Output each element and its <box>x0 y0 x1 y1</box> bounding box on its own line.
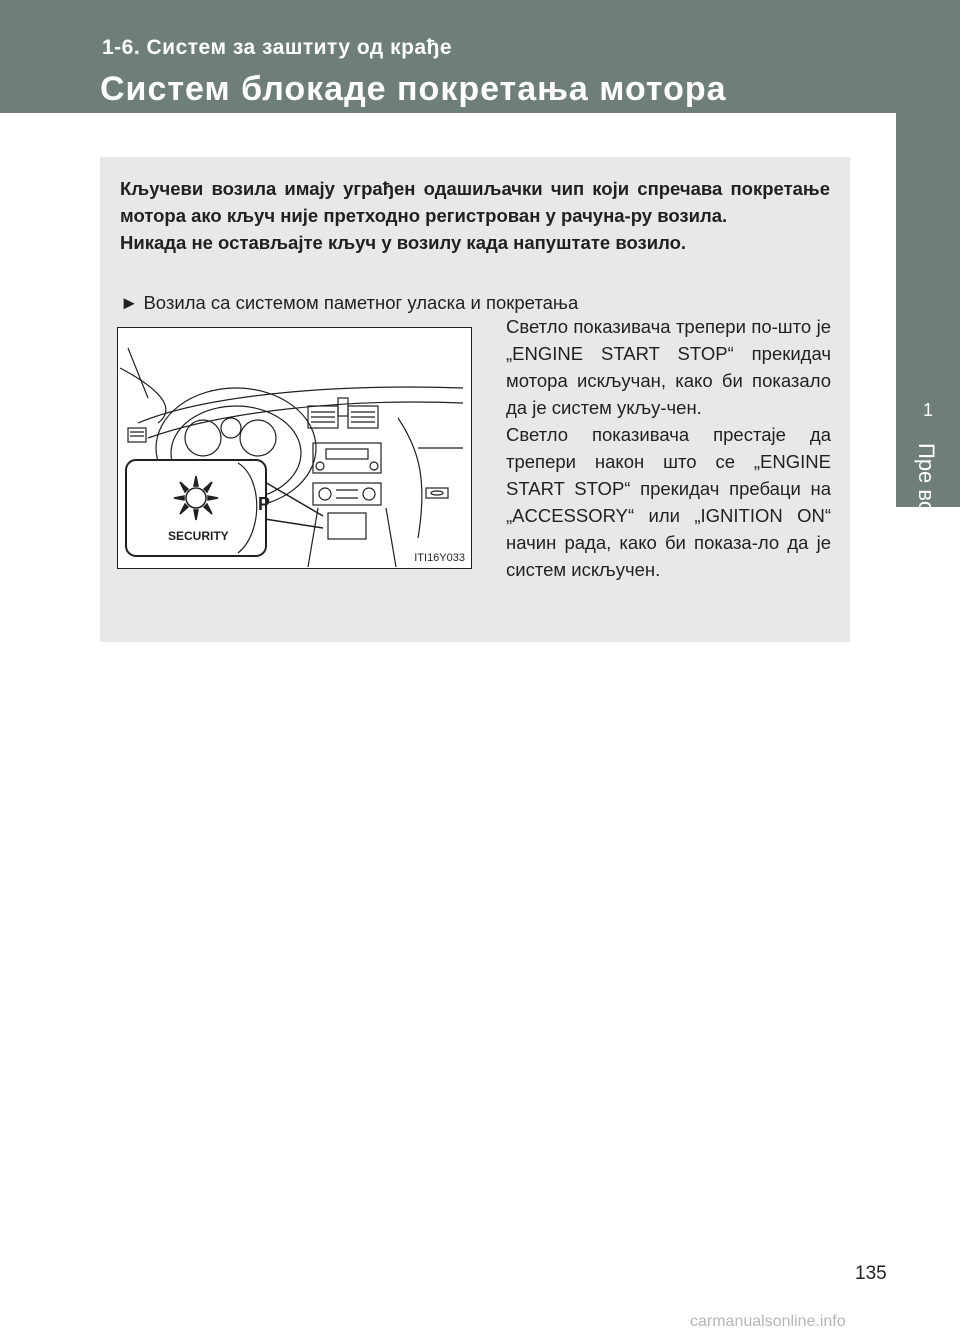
page-header <box>0 0 960 113</box>
intro-text <box>120 175 830 256</box>
page-number: 135 <box>855 1263 887 1284</box>
description-paragraph-1: Светло показивача трепери по-што је „ENGINE START STOP“ прекидач мотора искључан, како би показало да је систем укљу-чен. <box>506 316 831 418</box>
watermark-link[interactable]: carmanualsonline.info <box>690 1313 846 1330</box>
page-title: Систем блокаде покретања мотора <box>100 70 727 108</box>
bullet-triangle-icon: ► <box>120 292 139 313</box>
chapter-label: Пре вожње <box>914 443 939 558</box>
intro-paragraph-1: Кључеви возила имају уграђен одашиљачки чип који спречава покретање мотора ако кључ није претходно регистрован у рачуна-ру возила. <box>120 178 830 226</box>
chapter-tab[interactable] <box>896 113 960 558</box>
description-paragraph-2: Светло показивача престаје да трепери након што се „ENGINE START STOP“ прекидач пребаци на „ACCESSORY“ или „IGNITION ON“ начин рада, како би показа-ло да је систем искључен. <box>506 424 831 580</box>
bullet-text: Возила са системом паметног уласка и покретања <box>143 292 579 313</box>
description-text <box>506 313 831 583</box>
content-box <box>100 157 850 642</box>
chapter-number: 1 <box>922 400 933 420</box>
dashboard-illustration-icon <box>118 328 470 567</box>
partial-indicator-letter: P <box>258 494 271 514</box>
intro-paragraph-2: Никада не остављајте кључ у возилу када напуштате возило. <box>120 232 687 253</box>
bullet-item <box>120 289 578 316</box>
figure-code: ITI16Y033 <box>414 552 465 564</box>
dashboard-figure <box>117 327 472 569</box>
section-label: 1-6. Систем за заштиту од крађе <box>102 36 453 59</box>
security-label: SECURITY <box>168 529 229 543</box>
